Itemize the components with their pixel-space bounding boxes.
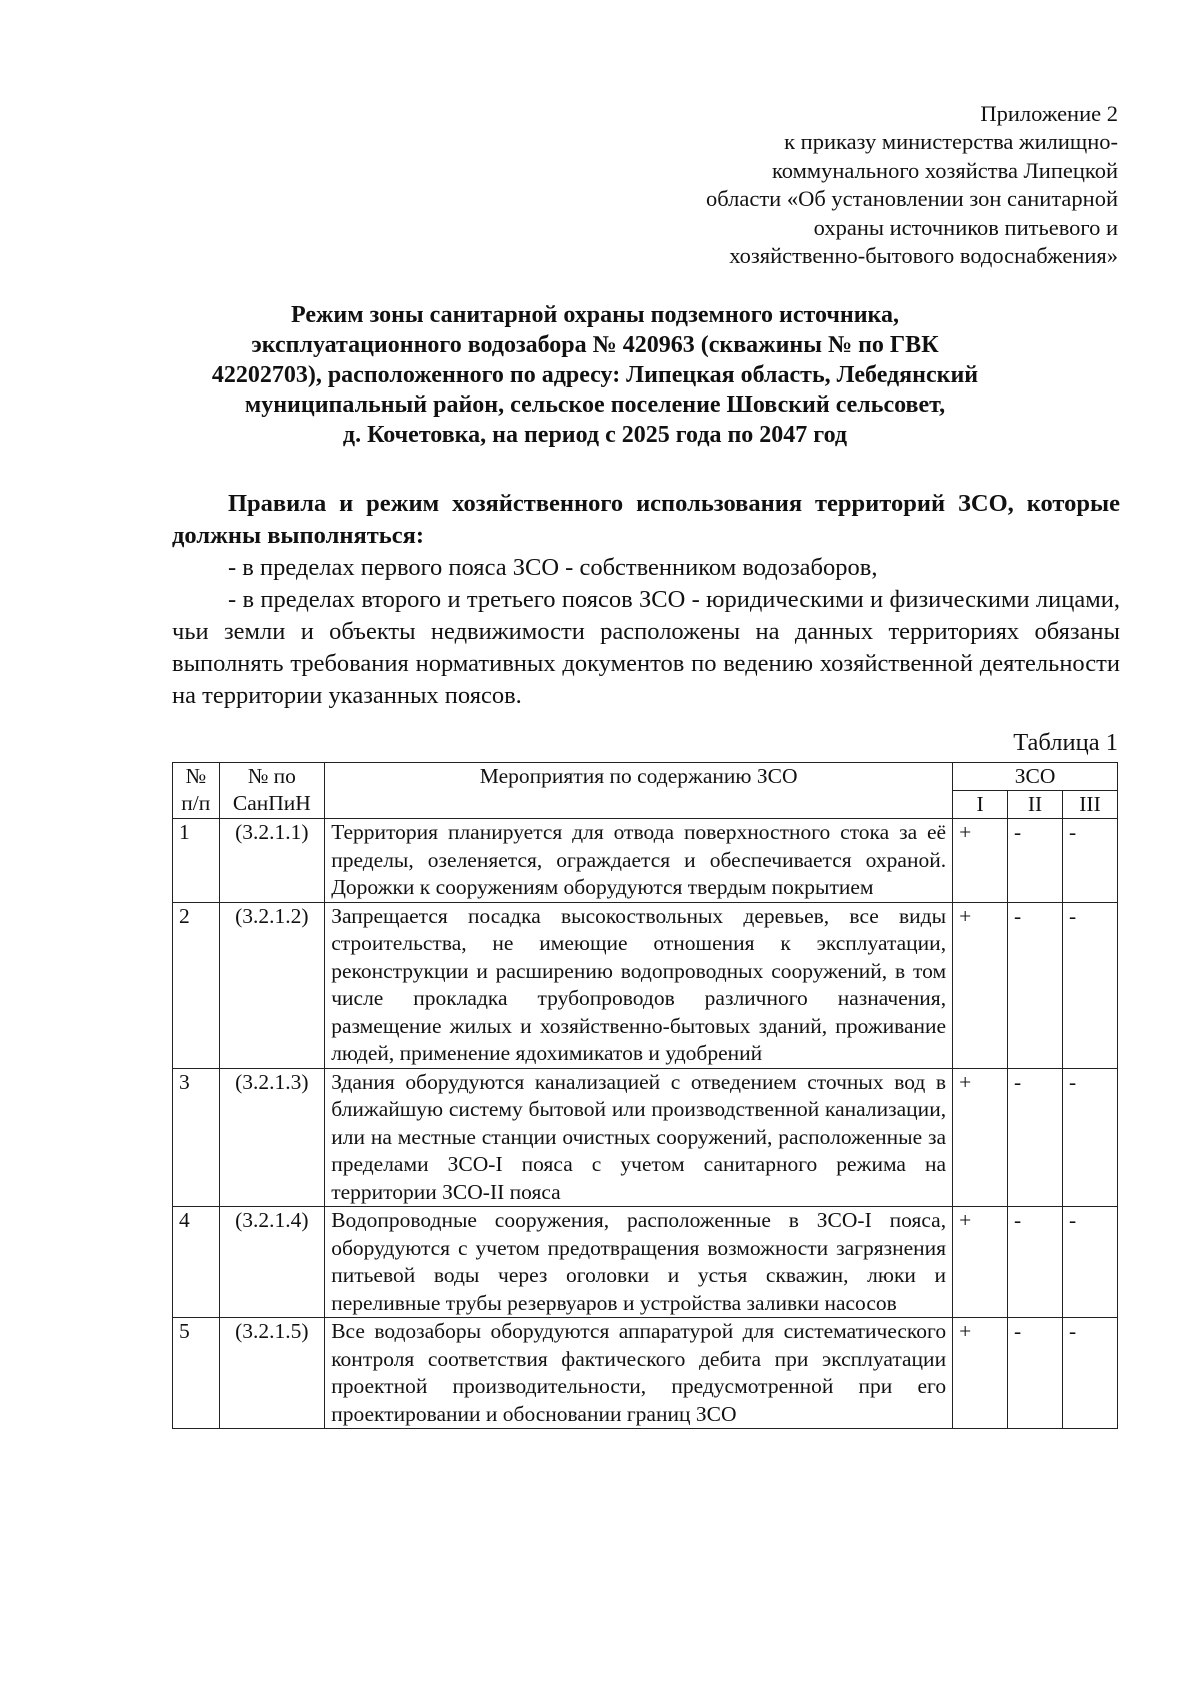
rules-section bbox=[172, 488, 1120, 712]
row-zone-2-mark: - bbox=[1008, 819, 1063, 903]
rules-item-second-third-belt: - в пределах второго и третьего поясов ЗСО - юридическими и физическими лицами, чьи земли и объекты недвижимости расположены на данных территориях обязаны выполнять требования нормативных документов по ведению хозяйственной деятельности на территории указанных поясов. bbox=[172, 586, 1120, 709]
row-sanpin: (3.2.1.3) bbox=[219, 1068, 325, 1207]
header-num-line: п/п bbox=[181, 791, 211, 815]
appendix-reference bbox=[598, 100, 1118, 270]
header-num-line: № bbox=[185, 764, 206, 788]
title-line: 42202703), расположенного по адресу: Липецкая область, Лебедянский bbox=[211, 362, 979, 388]
row-zone-3-mark: - bbox=[1062, 902, 1117, 1068]
table-row bbox=[173, 1207, 1118, 1318]
rules-heading: Правила и режим хозяйственного использования территорий ЗСО, которые должны выполняться: bbox=[172, 490, 1120, 549]
rules-item-first-belt: - в пределах первого пояса ЗСО - собственником водозаборов, bbox=[228, 554, 878, 581]
header-zone-3: III bbox=[1062, 791, 1117, 819]
document-title bbox=[150, 300, 1040, 450]
row-zone-2-mark: - bbox=[1008, 1318, 1063, 1429]
title-line: д. Кочетовка, на период с 2025 года по 2047 год bbox=[342, 422, 848, 448]
row-zone-1-mark: + bbox=[953, 819, 1008, 903]
title-line: муниципальный район, сельское поселение Шовский сельсовет, bbox=[244, 392, 946, 418]
zso-measures-table bbox=[172, 762, 1118, 1429]
row-measure: Территория планируется для отвода поверхностного стока за её пределы, озеленяется, ограждается и обеспечивается охраной. Дорожки к сооружениям оборудуются твердым покрытием bbox=[325, 819, 953, 903]
row-sanpin: (3.2.1.1) bbox=[219, 819, 325, 903]
row-zone-2-mark: - bbox=[1008, 1207, 1063, 1318]
row-sanpin: (3.2.1.2) bbox=[219, 902, 325, 1068]
row-zone-3-mark: - bbox=[1062, 1207, 1117, 1318]
appendix-line: охраны источников питьевого и bbox=[813, 214, 1118, 240]
header-sanpin bbox=[219, 763, 325, 819]
header-num bbox=[173, 763, 220, 819]
table-row bbox=[173, 1318, 1118, 1429]
row-measure: Все водозаборы оборудуются аппаратурой для систематического контроля соответствия фактического дебита при эксплуатации проектной производительности, предусмотренной при его проектировании и обосновании границ ЗСО bbox=[325, 1318, 953, 1429]
row-zone-3-mark: - bbox=[1062, 819, 1117, 903]
row-zone-2-mark: - bbox=[1008, 1068, 1063, 1207]
row-measure: Запрещается посадка высокоствольных деревьев, все виды строительства, не имеющие отношения к эксплуатации, реконструкции и расширению водопроводных сооружений, в том числе прокладка трубопроводов различного назначения, размещение жилых и хозяйственно-бытовых зданий, проживание людей, применение ядохимикатов и удобрений bbox=[325, 902, 953, 1068]
header-sanpin-line: СанПиН bbox=[232, 791, 311, 815]
appendix-line: хозяйственно-бытового водоснабжения» bbox=[729, 243, 1118, 269]
title-line: Режим зоны санитарной охраны подземного источника, bbox=[291, 302, 899, 328]
row-num: 2 bbox=[173, 902, 220, 1068]
table-row bbox=[173, 902, 1118, 1068]
row-sanpin: (3.2.1.4) bbox=[219, 1207, 325, 1318]
row-zone-1-mark: + bbox=[953, 902, 1008, 1068]
appendix-line: коммунального хозяйства Липецкой bbox=[771, 157, 1118, 183]
table-row bbox=[173, 819, 1118, 903]
appendix-line: Приложение 2 bbox=[980, 101, 1118, 126]
table-row bbox=[173, 1068, 1118, 1207]
row-measure: Здания оборудуются канализацией с отведением сточных вод в ближайшую систему бытовой или производственной канализации, или на местные станции очистных сооружений, расположенные за пределами ЗСО-I пояса с учетом санитарного режима на территории ЗСО-II пояса bbox=[325, 1068, 953, 1207]
header-zone-1: I bbox=[953, 791, 1008, 819]
header-sanpin-line: № по bbox=[247, 764, 296, 788]
title-line: эксплуатационного водозабора № 420963 (скважины № по ГВК bbox=[251, 332, 939, 358]
table-caption: Таблица 1 bbox=[1013, 729, 1118, 756]
header-zone-2: II bbox=[1008, 791, 1063, 819]
row-zone-1-mark: + bbox=[953, 1068, 1008, 1207]
appendix-line: к приказу министерства жилищно- bbox=[784, 129, 1118, 155]
row-zone-2-mark: - bbox=[1008, 902, 1063, 1068]
row-num: 1 bbox=[173, 819, 220, 903]
row-zone-3-mark: - bbox=[1062, 1068, 1117, 1207]
row-zone-1-mark: + bbox=[953, 1318, 1008, 1429]
row-zone-3-mark: - bbox=[1062, 1318, 1117, 1429]
row-zone-1-mark: + bbox=[953, 1207, 1008, 1318]
row-num: 4 bbox=[173, 1207, 220, 1318]
header-measures: Мероприятия по содержанию ЗСО bbox=[325, 763, 953, 819]
row-num: 5 bbox=[173, 1318, 220, 1429]
row-num: 3 bbox=[173, 1068, 220, 1207]
appendix-line: области «Об установлении зон санитарной bbox=[706, 186, 1118, 212]
row-measure: Водопроводные сооружения, расположенные в ЗСО-I пояса, оборудуются с учетом предотвращения возможности загрязнения питьевой воды через оголовки и устья скважин, люки и переливные трубы резервуаров и устройства заливки насосов bbox=[325, 1207, 953, 1318]
header-zso: ЗСО bbox=[953, 763, 1118, 791]
row-sanpin: (3.2.1.5) bbox=[219, 1318, 325, 1429]
